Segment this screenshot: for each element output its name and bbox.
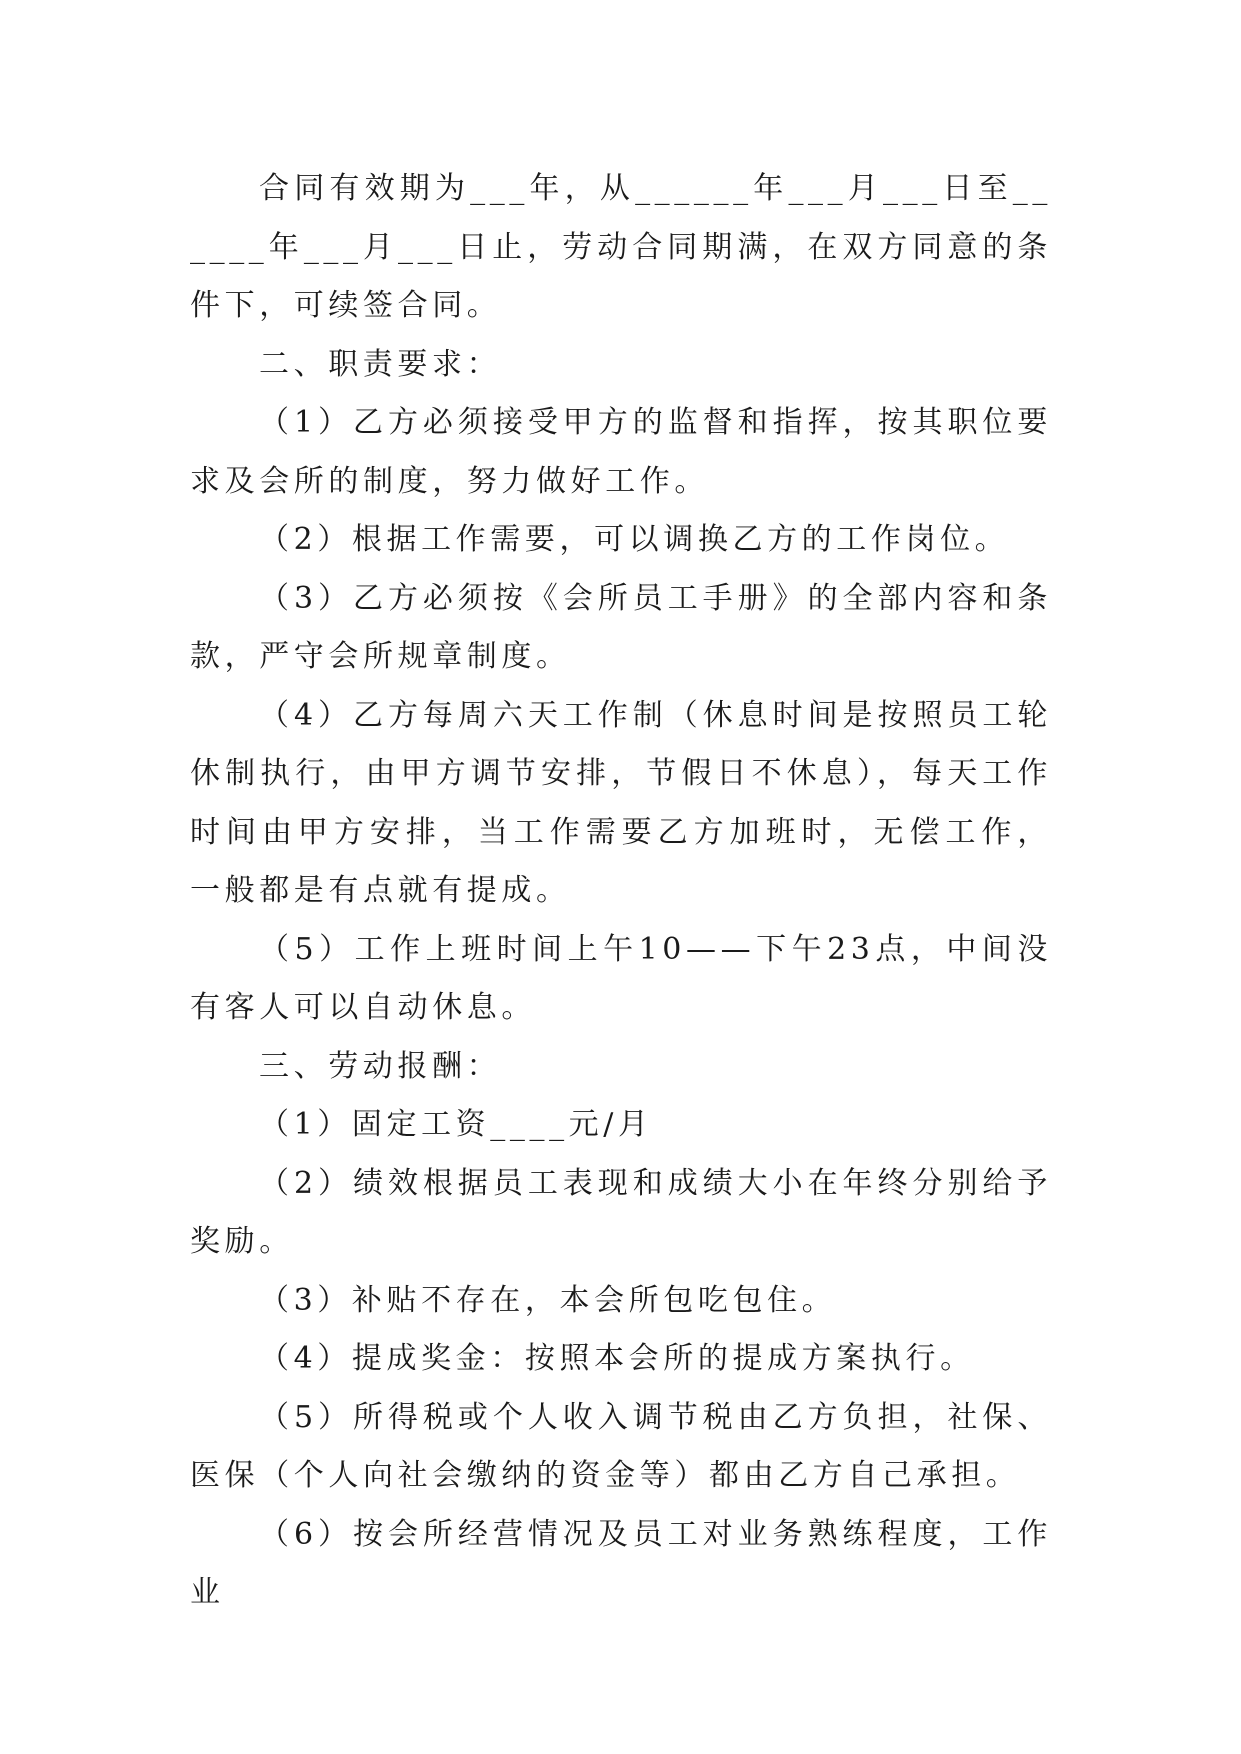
paragraph-pay-5: （5）所得税或个人收入调节税由乙方负担，社保、医保（个人向社会缴纳的资金等）都由乙方自己承担。 — [190, 1399, 1052, 1493]
heading-duties: 二、职责要求： — [259, 346, 502, 382]
paragraph-pay-6: （6）按会所经营情况及员工对业务熟练程度，工作业 — [190, 1516, 1052, 1610]
paragraph-pay-2: （2）绩效根据员工表现和成绩大小在年终分别给予奖励。 — [190, 1165, 1052, 1259]
paragraph-pay-3: （3）补贴不存在，本会所包吃包住。 — [259, 1282, 837, 1318]
paragraph-duty-1: （1）乙方必须接受甲方的监督和指挥，按其职位要求及会所的制度，努力做好工作。 — [190, 405, 1052, 499]
paragraph-duty-4: （4）乙方每周六天工作制（休息时间是按照员工轮休制执行，由甲方调节安排，节假日不休息），每天工作时间由甲方安排，当工作需要乙方加班时，无偿工作，一般都是有点就有提成。 — [190, 697, 1052, 908]
paragraph-duty-3: （3）乙方必须按《会所员工手册》的全部内容和条款，严守会所规章制度。 — [190, 580, 1052, 674]
paragraph-duty-2: （2）根据工作需要，可以调换乙方的工作岗位。 — [259, 522, 1010, 557]
paragraph-pay-4: （4）提成奖金：按照本会所的提成方案执行。 — [259, 1341, 975, 1376]
paragraph-contract-term: 合同有效期为___年，从______年___月___日至______年___月___日止，劳动合同期满，在双方同意的条件下，可续签合同。 — [190, 171, 1052, 323]
heading-remuneration: 三、劳动报酬： — [259, 1048, 502, 1084]
paragraph-pay-1: （1）固定工资____元/月 — [259, 1107, 653, 1142]
paragraph-duty-5: （5）工作上班时间上午10——下午23点，中间没有客人可以自动休息。 — [190, 931, 1052, 1025]
document-body — [190, 160, 1052, 1623]
